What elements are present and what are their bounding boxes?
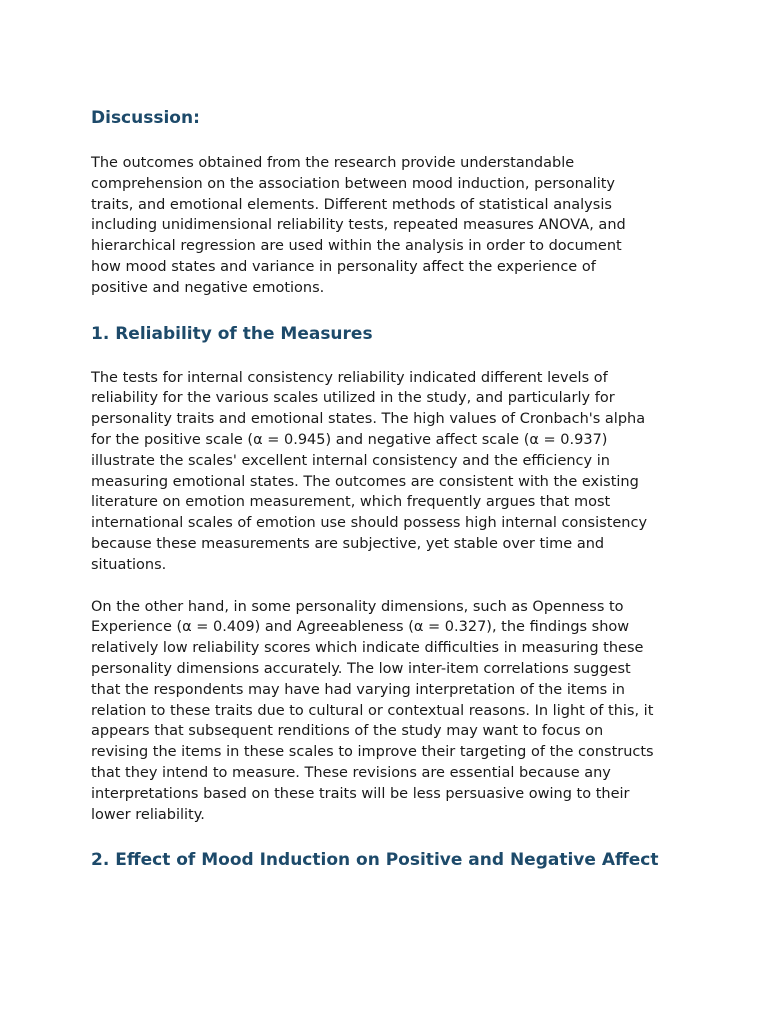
paragraph-line: reliability for the various scales utilized in the study, and particularly for bbox=[91, 390, 615, 407]
intro-line: traits, and emotional elements. Different methods of statistical analysis bbox=[91, 196, 612, 213]
paragraph-line: that they intend to measure. These revisions are essential because any bbox=[91, 764, 611, 781]
intro-line: The outcomes obtained from the research provide understandable bbox=[91, 155, 575, 171]
paragraph-line: The tests for internal consistency reliability indicated different levels of bbox=[91, 369, 608, 386]
document-page bbox=[91, 106, 691, 872]
section2-heading: 2. Effect of Mood Induction on Positive and Negative Affect bbox=[91, 850, 659, 871]
intro-line: comprehension on the association between mood induction, personality bbox=[91, 175, 615, 192]
section1-heading: 1. Reliability of the Measures bbox=[91, 323, 373, 344]
paragraph-line: international scales of emotion use should possess high internal consistency bbox=[91, 515, 648, 532]
intro-paragraph bbox=[91, 153, 691, 299]
paragraph-line: personality dimensions accurately. The low inter-item correlations suggest bbox=[91, 660, 631, 677]
paragraph-line: interpretations based on these traits will be less persuasive owing to their bbox=[91, 785, 630, 802]
intro-line: how mood states and variance in personality affect the experience of bbox=[91, 258, 596, 275]
section1-paragraph-1 bbox=[91, 368, 691, 576]
paragraph-line: that the respondents may have had varying interpretation of the items in bbox=[91, 681, 625, 698]
paragraph-line: measuring emotional states. The outcomes are consistent with the existing bbox=[91, 473, 639, 490]
section1-paragraph-2 bbox=[91, 597, 691, 826]
intro-line: positive and negative emotions. bbox=[91, 279, 325, 296]
intro-line: including unidimensional reliability tests, repeated measures ANOVA, and bbox=[91, 217, 626, 234]
paragraph-line: illustrate the scales' excellent internal consistency and the efficiency in bbox=[91, 452, 610, 469]
paragraph-line: literature on emotion measurement, which frequently argues that most bbox=[91, 494, 611, 511]
paragraph-line: situations. bbox=[91, 556, 167, 573]
paragraph-line: On the other hand, in some personality dimensions, such as Openness to bbox=[91, 598, 624, 615]
intro-line: hierarchical regression are used within the analysis in order to document bbox=[91, 238, 622, 255]
paragraph-line: for the positive scale (α = 0.945) and negative affect scale (α = 0.937) bbox=[91, 431, 608, 448]
paragraph-line: because these measurements are subjective, yet stable over time and bbox=[91, 535, 605, 552]
paragraph-line: appears that subsequent renditions of the study may want to focus on bbox=[91, 723, 604, 740]
discussion-heading: Discussion: bbox=[91, 108, 200, 128]
paragraph-line: Experience (α = 0.409) and Agreeableness (α = 0.327), the findings show bbox=[91, 619, 630, 636]
paragraph-line: relatively low reliability scores which indicate difficulties in measuring these bbox=[91, 640, 644, 657]
paragraph-line: personality traits and emotional states. The high values of Cronbach's alpha bbox=[91, 411, 646, 428]
paragraph-line: relation to these traits due to cultural or contextual reasons. In light of this, it bbox=[91, 702, 654, 719]
paragraph-line: lower reliability. bbox=[91, 806, 205, 823]
paragraph-line: revising the items in these scales to improve their targeting of the constructs bbox=[91, 744, 654, 761]
